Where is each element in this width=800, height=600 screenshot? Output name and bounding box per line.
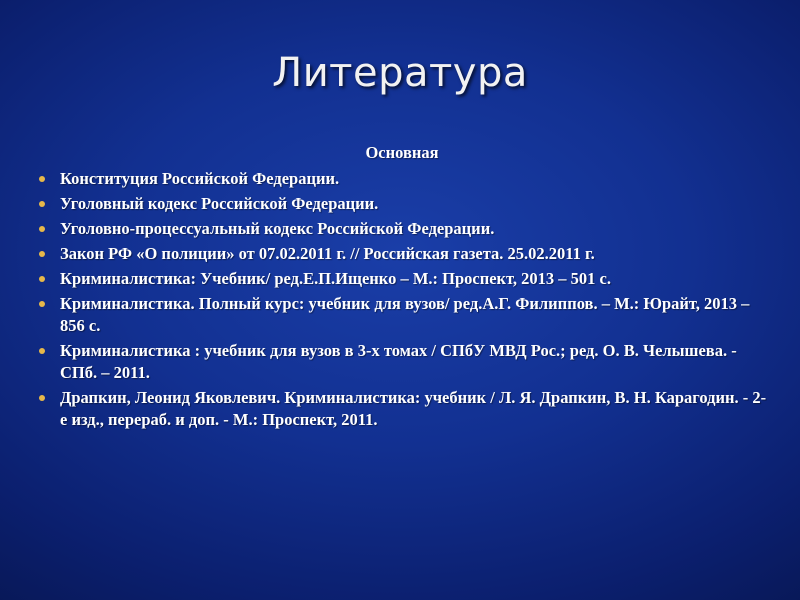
- bullet-dot-icon: [39, 395, 45, 401]
- reference-text: Закон РФ «О полиции» от 07.02.2011 г. // Российская газета. 25.02.2011 г.: [60, 244, 595, 263]
- reference-item: [36, 268, 768, 290]
- slide-title: Литература: [272, 50, 528, 96]
- reference-text: Уголовный кодекс Российской Федерации.: [60, 194, 379, 213]
- reference-item: [36, 193, 768, 215]
- reference-item: [36, 218, 768, 240]
- reference-text: Криминалистика: Учебник/ ред.Е.П.Ищенко – М.: Проспект, 2013 – 501 с.: [60, 269, 611, 288]
- reference-item: [36, 387, 768, 431]
- bullet-dot-icon: [39, 276, 45, 282]
- reference-text: Уголовно-процессуальный кодекс Российской Федерации.: [60, 219, 495, 238]
- reference-item: [36, 293, 768, 337]
- bullet-dot-icon: [39, 301, 45, 307]
- reference-text: Конституция Российской Федерации.: [60, 169, 340, 188]
- reference-text: Драпкин, Леонид Яковлевич. Криминалистика: учебник / Л. Я. Драпкин, В. Н. Карагодин. - 2-е изд., перераб. и доп. - М.: Проспект, 2011.: [60, 388, 767, 429]
- bullet-dot-icon: [39, 226, 45, 232]
- reference-item: [36, 168, 768, 190]
- bullet-dot-icon: [39, 176, 45, 182]
- bullet-dot-icon: [39, 348, 45, 354]
- reference-item: [36, 243, 768, 265]
- slide-content: [36, 142, 768, 434]
- reference-item: [36, 340, 768, 384]
- reference-text: Криминалистика : учебник для вузов в 3-х томах / СПбУ МВД Рос.; ред. О. В. Челышева. - СПб. – 2011.: [60, 341, 737, 382]
- reference-text: Криминалистика. Полный курс: учебник для вузов/ ред.А.Г. Филиппов. – М.: Юрайт, 2013 – 856 с.: [60, 294, 750, 335]
- reference-list: [36, 168, 768, 431]
- bullet-dot-icon: [39, 201, 45, 207]
- subheading: Основная: [365, 143, 439, 162]
- bullet-dot-icon: [39, 251, 45, 257]
